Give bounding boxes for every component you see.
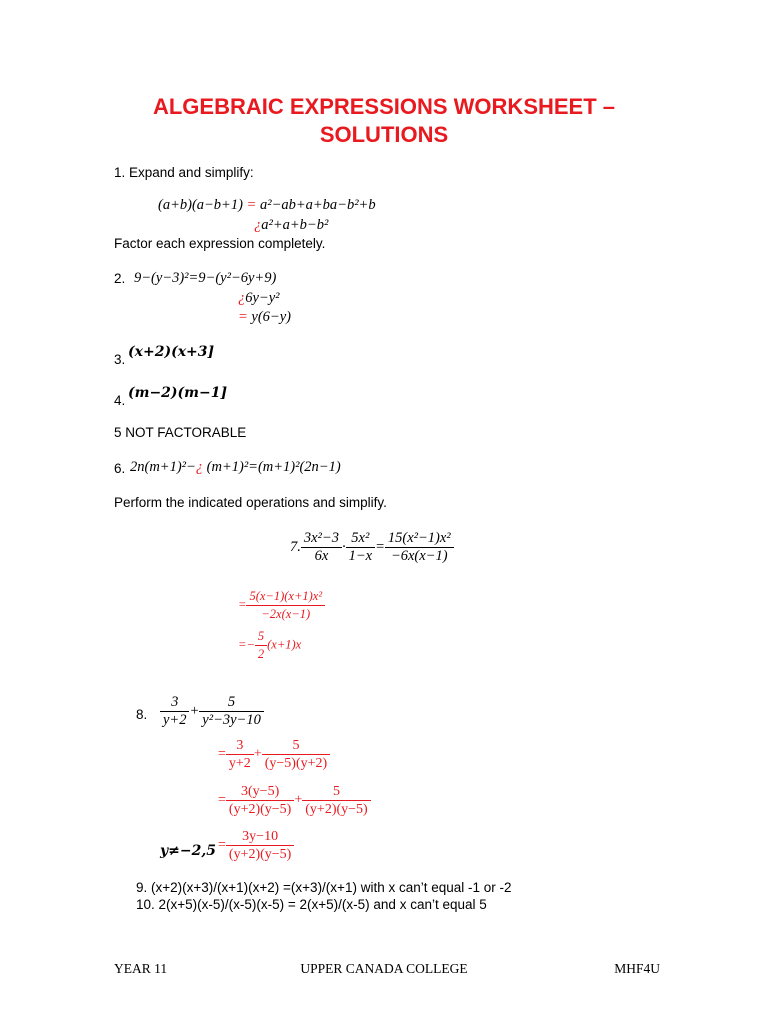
q7-step2-tail: (x+1)x	[267, 637, 302, 652]
q10-answer: 10. 2(x+5)(x-5)/(x-5)(x-5) = 2(x+5)/(x-5) and x can’t equal 5	[136, 897, 487, 912]
q8-step1-num1: 3	[236, 738, 244, 753]
q8-a-denominator: y+2	[160, 711, 189, 729]
q7-f3-denominator: −6x(x−1)	[385, 547, 454, 565]
q8-b-denominator: y²−3y−10	[199, 711, 264, 729]
factor-heading: Factor each expression completely.	[114, 236, 326, 251]
q7-fraction-1	[301, 530, 342, 565]
q1-line1-lhs: (a+b)(a−b+1)	[158, 197, 243, 213]
q8-step1-den2: (y−5)(y+2)	[262, 754, 330, 772]
q6-number: 6.	[114, 461, 126, 476]
q2-line2	[238, 290, 280, 307]
q2-line3-equals: =	[238, 309, 248, 325]
q8-step2-fraction-2	[302, 783, 370, 818]
q7-step2-denominator: 2	[255, 645, 267, 663]
q2-line3-expr: y(6−y)	[251, 309, 291, 325]
q1-line2-mark: ¿	[254, 217, 262, 233]
q2-line1: 9−(y−3)²=9−(y²−6y+9)	[134, 270, 277, 286]
q8-step1	[218, 737, 330, 772]
q8-step1-fraction-1	[226, 737, 254, 772]
q8-step3-numerator: 3y−10	[242, 829, 279, 844]
q8-step2-den2: (y+2)(y−5)	[302, 800, 370, 818]
q8-step2-num2: 5	[332, 784, 340, 799]
q2-line2-expr: 6y−y²	[245, 290, 280, 306]
q7-step2-numerator: 5	[257, 629, 265, 643]
q1-line1-rhs: a²−ab+a+ba−b²+b	[259, 197, 376, 213]
q8-step3-fraction	[226, 828, 294, 863]
q8-step2	[218, 783, 371, 818]
q8-step1-plus: +	[253, 746, 262, 762]
q8-expression	[160, 694, 264, 729]
q8-step1-den1: y+2	[226, 754, 254, 772]
q6-part2: (m+1)²=(m+1)²(2n−1)	[206, 459, 341, 475]
q8-step2-equals: =	[218, 792, 226, 808]
q6-part1: 2n(m+1)²−	[130, 459, 196, 475]
q8-step2-den1: (y+2)(y−5)	[226, 800, 294, 818]
q3-expression: (x+2)(x+3]	[128, 344, 215, 360]
q7-f1-numerator: 3x²−3	[303, 530, 339, 546]
q8-step2-plus: +	[294, 792, 303, 808]
q7-step2	[238, 628, 301, 663]
q7-step1-denominator: −2x(x−1)	[246, 605, 325, 623]
q7-equals: =	[375, 538, 385, 555]
q8-step1-equals: =	[218, 746, 226, 762]
operations-heading: Perform the indicated operations and simplify.	[114, 495, 387, 510]
q8-b-numerator: 5	[227, 694, 236, 710]
footer-school: UPPER CANADA COLLEGE	[300, 961, 468, 976]
q8-step3-equals: =	[218, 837, 226, 853]
q8-step1-num2: 5	[292, 738, 300, 753]
q7-f1-denominator: 6x	[301, 547, 342, 565]
q1-line2-expr: a²+a+b−b²	[261, 217, 329, 233]
q7-step1-fraction	[246, 588, 325, 623]
q7-f2-numerator: 5x²	[351, 530, 370, 546]
q1-line1	[158, 197, 376, 214]
footer-year: YEAR 11	[114, 961, 168, 976]
q7-f3-numerator: 15(x²−1)x²	[387, 530, 451, 546]
worksheet-title-line2: SOLUTIONS	[319, 122, 449, 147]
q7-step1-numerator: 5(x−1)(x+1)x²	[249, 589, 323, 603]
q7-f2-denominator: 1−x	[346, 547, 375, 565]
q8-fraction-b	[199, 694, 264, 729]
q2-line2-mark: ¿	[238, 290, 246, 306]
q6-mark: ¿	[195, 459, 204, 475]
q7-step1	[238, 588, 325, 623]
footer-course: MHF4U	[614, 961, 660, 976]
q7-step2-prefix: =−	[238, 637, 255, 652]
q7-fraction-3	[385, 530, 454, 565]
q2-number: 2.	[114, 271, 126, 286]
q8-fraction-a	[160, 694, 189, 729]
worksheet-title-line1: ALGEBRAIC EXPRESSIONS WORKSHEET –	[152, 94, 616, 119]
q8-a-numerator: 3	[171, 694, 179, 710]
q2-line3	[238, 309, 291, 326]
q7-step2-fraction	[255, 628, 267, 663]
q7-number: 7.	[290, 538, 301, 555]
q8-step2-fraction-1	[226, 783, 294, 818]
q7-step1-equals: =	[238, 597, 247, 612]
q8-number: 8.	[136, 707, 148, 722]
q7-expression	[290, 530, 454, 565]
q8-step2-num1: 3(y−5)	[241, 784, 280, 799]
q1-equals: =	[246, 197, 257, 213]
q1-label: 1. Expand and simplify:	[114, 165, 254, 180]
q3-number: 3.	[114, 352, 126, 367]
q9-answer: 9. (x+2)(x+3)/(x+1)(x+2) =(x+3)/(x+1) with x can’t equal -1 or -2	[136, 880, 512, 895]
q8-step1-fraction-2	[262, 737, 330, 772]
q4-expression: (m−2)(m−1]	[128, 385, 228, 401]
q7-fraction-2	[346, 530, 375, 565]
q8-restriction: y≠−2,5	[160, 843, 216, 859]
q4-number: 4.	[114, 393, 126, 408]
q5-answer: 5 NOT FACTORABLE	[114, 425, 247, 440]
q8-step3-denominator: (y+2)(y−5)	[226, 845, 294, 863]
q1-line2	[254, 217, 328, 234]
q7-dot: ·	[341, 538, 346, 555]
q6-expression	[130, 459, 341, 476]
q8-step3	[218, 828, 294, 863]
q8-plus: +	[189, 702, 200, 719]
